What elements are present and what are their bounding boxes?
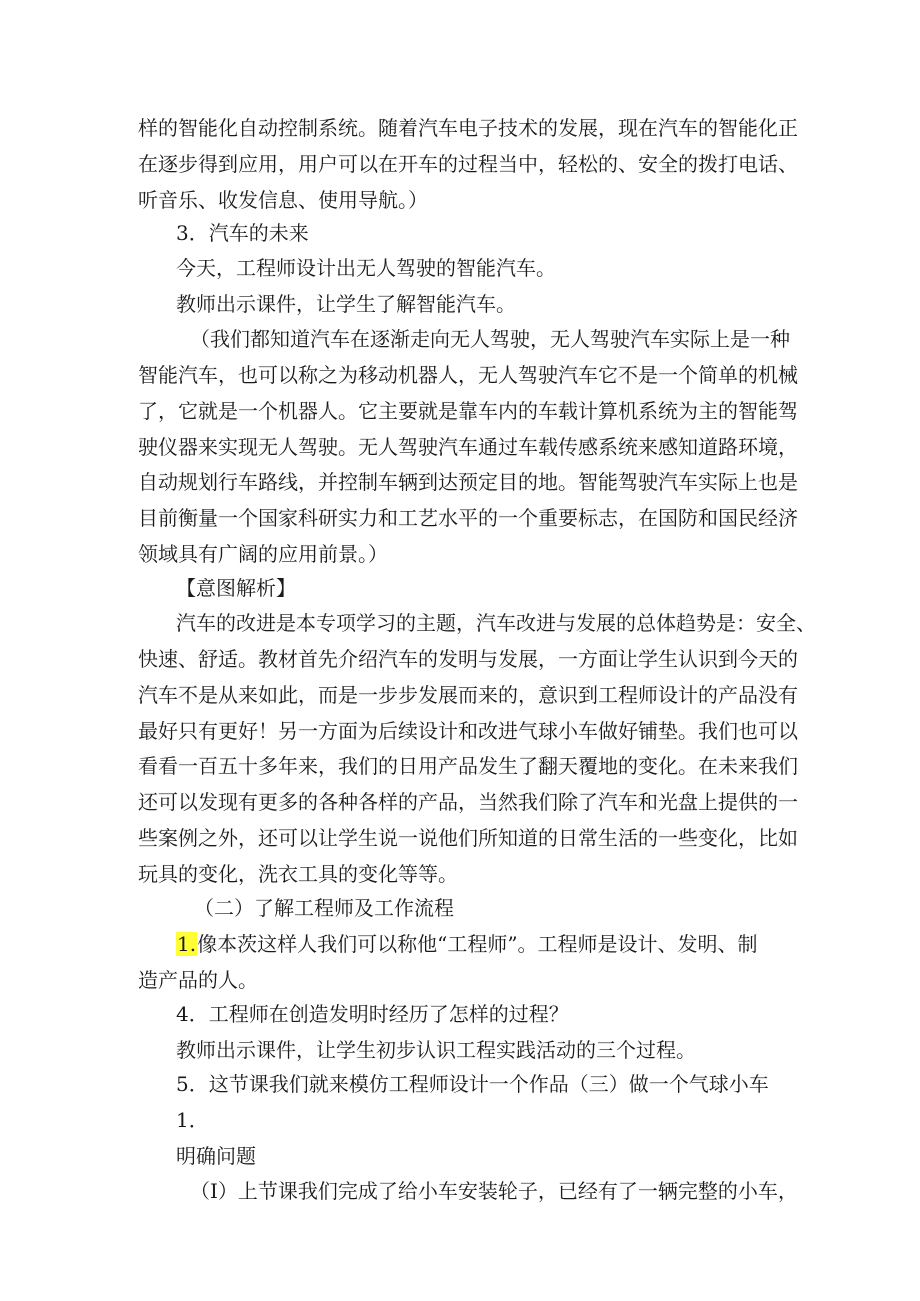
paragraph-line: 在逐步得到应用，用户可以在开车的过程当中，轻松的、安全的拨打电话、 [138,152,798,176]
paragraph-line: 领域具有广阔的应用前景。） [138,542,388,566]
paragraph-line: 明确问题 [176,1144,256,1168]
paragraph-line: 汽车的改进是本专项学习的主题，汽车改进与发展的总体趋势是：安全、 [176,611,816,635]
paragraph-line: 了，它就是一个机器人。它主要就是靠车内的车载计算机系统为主的智能驾 [138,399,798,423]
section-heading: （二）了解工程师及工作流程 [194,896,454,920]
paragraph-line: 自动规划行车路线，并控制车辆到达预定目的地。智能驾驶汽车实际上也是 [138,470,798,494]
paragraph-line: 些案例之外，还可以让学生说一说他们所知道的日常生活的一些变化，比如 [138,826,798,850]
paragraph-line: 最好只有更好！另一方面为后续设计和改进气球小车做好铺垫。我们也可以 [138,719,798,743]
paragraph-line: 4．工程师在创造发明时经历了怎样的过程？ [176,1002,569,1026]
paragraph-line: 造产品的人。 [138,968,258,992]
paragraph-line: 教师出示课件，让学生了解智能汽车。 [176,292,516,316]
section-heading: 【意图解析】 [176,576,296,600]
paragraph-line: （I）上节课我们完成了给小车安装轮子，已经有了一辆完整的小车， [190,1179,798,1203]
paragraph-line: 驶仪器来实现无人驾驶。无人驾驶汽车通过车载传感系统来感知道路环境， [138,435,798,459]
paragraph-line: 玩具的变化，洗衣工具的变化等等。 [138,862,458,886]
list-number: 1． [176,1108,209,1132]
paragraph-line: 样的智能化自动控制系统。随着汽车电子技术的发展，现在汽车的智能化正 [138,116,798,140]
paragraph-line: 快速、舒适。教材首先介绍汽车的发明与发展，一方面让学生认识到今天的 [138,647,798,671]
paragraph-line: 还可以发现有更多的各种各样的产品，当然我们除了汽车和光盘上提供的一 [138,790,798,814]
paragraph-line [0,926,920,962]
paragraph-line: 智能汽车，也可以称之为移动机器人，无人驾驶汽车它不是一个简单的机械 [138,363,798,387]
paragraph-text: 像本茨这样人我们可以称他“工程师”。工程师是设计、发明、制 [197,932,758,956]
section-heading: 3．汽车的未来 [176,221,309,245]
paragraph-line: 5．这节课我们就来模仿工程师设计一个作品（三）做一个气球小车 [176,1072,769,1096]
paragraph-line: 目前衡量一个国家科研实力和工艺水平的一个重要标志，在国防和国民经济 [138,506,798,530]
paragraph-line: 教师出示课件，让学生初步认识工程实践活动的三个过程。 [176,1038,696,1062]
highlighted-number: 1. [177,932,197,956]
paragraph-line: 汽车不是从来如此，而是一步步发展而来的，意识到工程师设计的产品没有 [138,683,798,707]
paragraph-line: 今天，工程师设计出无人驾驶的智能汽车。 [176,256,556,280]
paragraph-line: 看看一百五十多年来，我们的日用产品发生了翻天覆地的变化。在未来我们 [138,754,798,778]
paragraph-line: 听音乐、收发信息、使用导航。） [138,188,428,212]
paragraph-line: （我们都知道汽车在逐渐走向无人驾驶，无人驾驶汽车实际上是一种 [190,327,790,351]
